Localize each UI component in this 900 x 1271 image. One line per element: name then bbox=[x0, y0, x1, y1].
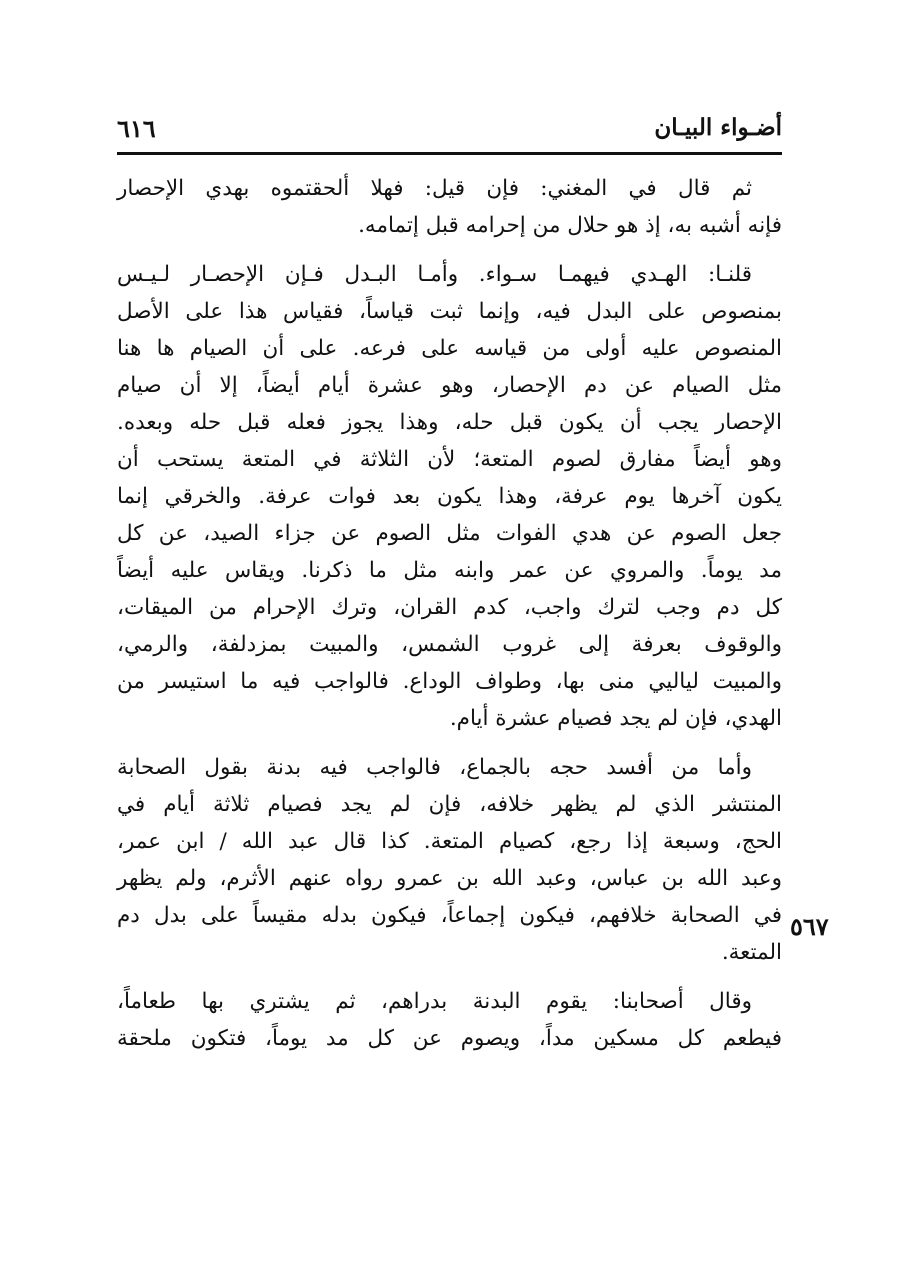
text-line: بمنصوص على البدل فيه، وإنما ثبت قياساً، فقياس هذا على الأصل bbox=[117, 299, 782, 324]
text-line: والوقوف بعرفة إلى غروب الشمس، والمبيت بمزدلفة، والرمي، bbox=[117, 632, 782, 657]
paragraph-4 bbox=[117, 983, 782, 1057]
text-line: وقال أصحابنا: يقوم البدنة بدراهم، ثم يشتري بها طعاماً، bbox=[117, 989, 752, 1014]
text-line: وعبد الله بن عباس، وعبد الله بن عمرو رواه عنهم الأثرم، ولم يظهر bbox=[117, 866, 782, 891]
text-line: مد يوماً. والمروي عن عمر وابنه مثل ما ذكرنا. ويقاس عليه أيضاً bbox=[117, 558, 782, 583]
text-line: الإحصار يجب أن يكون قبل حله، وهذا يجوز فعله قبل حله وبعده. bbox=[117, 410, 782, 435]
paragraph-1 bbox=[117, 170, 782, 244]
text-line: فيطعم كل مسكين مداً، ويصوم عن كل مد يوماً، فتكون ملحقة bbox=[117, 1026, 782, 1051]
text-line: فإنه أشبه به، إذ هو حلال من إحرامه قبل إتمامه. bbox=[358, 213, 782, 238]
running-head: أضـواء البيـان bbox=[654, 114, 782, 141]
margin-note: ٥٦٧ bbox=[790, 912, 829, 941]
text-line: المنتشر الذي لم يظهر خلافه، فإن لم يجد فصيام ثلاثة أيام في bbox=[117, 792, 782, 817]
paragraph-3 bbox=[117, 749, 782, 971]
text-line: وهو أيضاً مفارق لصوم المتعة؛ لأن الثلاثة في المتعة يستحب أن bbox=[117, 447, 782, 472]
page-number: ٦١٦ bbox=[117, 114, 156, 143]
text-line: قلنـا: الهـدي فيهمـا سـواء. وأمـا البـدل فـإن الإحصـار لـيـس bbox=[117, 262, 752, 287]
text-line: المتعة. bbox=[721, 940, 782, 965]
text-line: يكون آخرها يوم عرفة، وهذا يكون بعد فوات عرفة. والخرقي إنما bbox=[117, 484, 782, 509]
text-line: مثل الصيام عن دم الإحصار، وهو عشرة أيام أيضاً، إلا أن صيام bbox=[117, 373, 782, 398]
text-line: في الصحابة خلافهم، فيكون إجماعاً، فيكون بدله مقيساً على بدل دم bbox=[117, 903, 782, 928]
text-line: والمبيت لياليي منى بها، وطواف الوداع. فالواجب فيه ما استيسر من bbox=[117, 669, 782, 694]
text-line: وأما من أفسد حجه بالجماع، فالواجب فيه بدنة بقول الصحابة bbox=[117, 755, 752, 780]
paragraph-2 bbox=[117, 256, 782, 737]
text-line: الهدي، فإن لم يجد فصيام عشرة أيام. bbox=[449, 706, 782, 731]
text-line: الحج، وسبعة إذا رجع، كصيام المتعة. كذا قال عبد الله / ابن عمر، bbox=[117, 829, 782, 854]
text-line: جعل الصوم عن هدي الفوات مثل الصوم عن جزاء الصيد، عن كل bbox=[117, 521, 782, 546]
text-body bbox=[117, 170, 782, 1069]
text-line: ثم قال في المغني: فإن قيل: فهلا ألحقتموه بهدي الإحصار bbox=[117, 176, 752, 201]
text-line: المنصوص عليه أولى من قياسه على فرعه. على أن الصيام ها هنا bbox=[117, 336, 782, 361]
page-header bbox=[117, 112, 782, 155]
text-line: كل دم وجب لترك واجب، كدم القران، وترك الإحرام من الميقات، bbox=[117, 595, 782, 620]
